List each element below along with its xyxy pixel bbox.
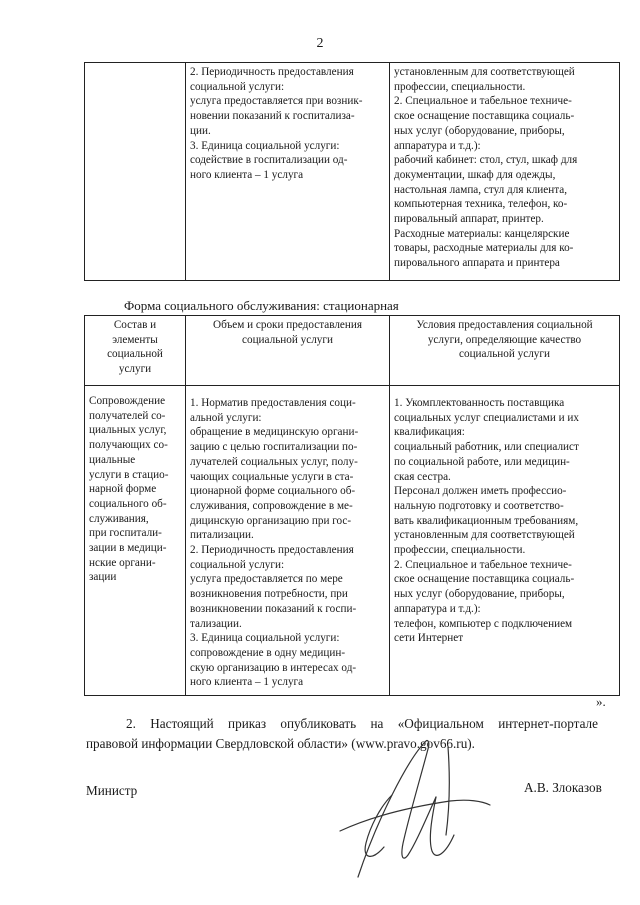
text-line: служивания, сопровождение в ме- <box>190 499 353 512</box>
text-line: 1. Укомплектованность поставщика <box>394 397 565 409</box>
text-line: содействие в госпитализации од- <box>190 154 348 167</box>
header-line: элементы <box>112 333 158 346</box>
text-line: Персонал должен иметь профессио- <box>394 485 567 498</box>
text-line: циальных услуг, <box>89 424 167 437</box>
header-line: услуги <box>118 363 152 376</box>
text-line: социальных услуг специалистами и их <box>394 411 580 424</box>
text-line: аппаратура и т.д.): <box>394 139 481 152</box>
text-line: получающих со- <box>89 439 168 452</box>
text-line: возникновении показаний к госпи- <box>190 602 357 615</box>
text-line: социальный работник, или специалист <box>394 441 579 454</box>
text-line: товары, расходные материалы для ко- <box>394 242 574 255</box>
paragraph-line: правовой информации Свердловской области» (www.pravo.gov66.ru). <box>86 736 475 751</box>
signer-name: А.В. Злоказов <box>524 780 602 795</box>
text-line: услуга предоставляется по мере <box>190 573 343 586</box>
signer-title: Министр <box>86 783 138 798</box>
paragraph-line: 2. Настоящий приказ опубликовать на «Официальном интернет-портале <box>126 716 598 731</box>
text-line: пировальный аппарат, принтер. <box>394 213 544 226</box>
text-line: чающих социальные услуги в ста- <box>190 470 354 483</box>
text-line: циальные <box>89 453 136 466</box>
table-continuation-cell-1 <box>85 63 186 281</box>
header-composition <box>85 316 186 386</box>
table-continuation <box>84 62 620 281</box>
text-line: квалификация: <box>394 426 465 439</box>
text-line: 1. Норматив предоставления соци- <box>190 397 356 409</box>
handwritten-signature <box>300 735 500 885</box>
text-line: по социальной работе, или медицин- <box>394 455 570 468</box>
text-line: Расходные материалы: канцелярские <box>394 227 570 240</box>
header-line: социальной <box>107 348 163 361</box>
header-conditions <box>390 316 620 386</box>
text-line: установленным для соответствующей <box>394 66 575 78</box>
text-line: ская сестра. <box>394 470 451 483</box>
cell-service-volume <box>186 386 390 696</box>
text-line: Сопровождение <box>89 395 166 407</box>
header-volume-terms <box>186 316 390 386</box>
page-number: 2 <box>316 36 324 51</box>
text-line: ных услуг (оборудование, приборы, <box>394 124 565 137</box>
header-line: Условия предоставления социальной <box>416 319 593 331</box>
text-line: услуга предоставляется при возник- <box>190 95 363 108</box>
header-line: социальной услуги <box>459 348 550 361</box>
text-line: нальную подготовку и соответство- <box>394 499 564 512</box>
header-line: услуги, определяющие качество <box>427 333 582 346</box>
text-line: 2. Периодичность предоставления <box>190 544 354 557</box>
text-line: сопровождение в одну медицин- <box>190 646 346 659</box>
text-line: компьютерная техника, телефон, ко- <box>394 198 568 211</box>
table-continuation-cell-3 <box>390 63 620 281</box>
text-line: социальной услуги: <box>190 80 285 93</box>
text-line: социального об- <box>89 497 167 510</box>
form-title: Форма социального обслуживания: стационарная <box>124 298 399 313</box>
text-line: профессии, специальности. <box>394 80 526 93</box>
text-line: скую организацию в интересах од- <box>190 661 357 674</box>
text-line: ного клиента – 1 услуга <box>190 676 304 689</box>
text-line: настольная лампа, стул для клиента, <box>394 183 568 196</box>
text-line: пировального аппарата и принтера <box>394 257 560 270</box>
text-line: дицинскую организацию при гос- <box>190 514 352 527</box>
text-line: служивания, <box>89 512 149 525</box>
text-line: профессии, специальности. <box>394 544 526 557</box>
text-line: зации в медици- <box>89 542 167 555</box>
text-line: зацию с целью госпитализации по- <box>190 441 358 454</box>
text-line: ных услуг (оборудование, приборы, <box>394 588 565 601</box>
text-line: 2. Периодичность предоставления <box>190 66 354 78</box>
text-line: вать квалификационным требованиям, <box>394 514 579 527</box>
text-line: 2. Специальное и табельное техниче- <box>394 558 572 571</box>
closing-quote: ». <box>596 694 606 709</box>
text-line: телефон, компьютер с подключением <box>394 617 573 630</box>
text-line: обращение в медицинскую органи- <box>190 426 359 439</box>
text-line: получателей со- <box>89 409 166 422</box>
text-line: ционарной форме социального об- <box>190 485 356 498</box>
header-line: социальной услуги <box>242 333 333 346</box>
text-line: питализации. <box>190 529 254 542</box>
text-line: рабочий кабинет: стол, стул, шкаф для <box>394 154 578 167</box>
table-continuation-cell-2 <box>186 63 390 281</box>
text-line: ское оснащение поставщика социаль- <box>394 573 575 586</box>
text-line: установленным для соответствующей <box>394 529 575 542</box>
text-line: возникновения потребности, при <box>190 588 348 601</box>
text-line: при госпитали- <box>89 527 162 540</box>
text-line: сети Интернет <box>394 632 464 645</box>
text-line: аппаратура и т.д.): <box>394 602 481 615</box>
cell-service-conditions <box>390 386 620 696</box>
text-line: 3. Единица социальной услуги: <box>190 139 340 152</box>
cell-service-composition <box>85 386 186 696</box>
text-line: ское оснащение поставщика социаль- <box>394 110 575 123</box>
text-line: ного клиента – 1 услуга <box>190 168 304 181</box>
header-line: Состав и <box>113 319 157 331</box>
text-line: услуги в стацио- <box>89 468 169 481</box>
text-line: документации, шкаф для одежды, <box>394 168 556 181</box>
text-line: нарной форме <box>89 483 157 496</box>
text-line: зации <box>89 571 117 584</box>
text-line: ции. <box>190 124 211 137</box>
header-line: Объем и сроки предоставления <box>213 319 362 331</box>
table-stationary <box>84 315 620 696</box>
text-line: 3. Единица социальной услуги: <box>190 632 340 645</box>
text-line: альной услуги: <box>190 411 262 424</box>
text-line: лучателей социальных услуг, полу- <box>190 455 358 468</box>
text-line: социальной услуги: <box>190 558 285 571</box>
text-line: тализации. <box>190 617 242 630</box>
text-line: 2. Специальное и табельное техниче- <box>394 95 572 108</box>
text-line: новении показаний к госпитализа- <box>190 110 355 123</box>
text-line: нские органи- <box>89 556 156 569</box>
